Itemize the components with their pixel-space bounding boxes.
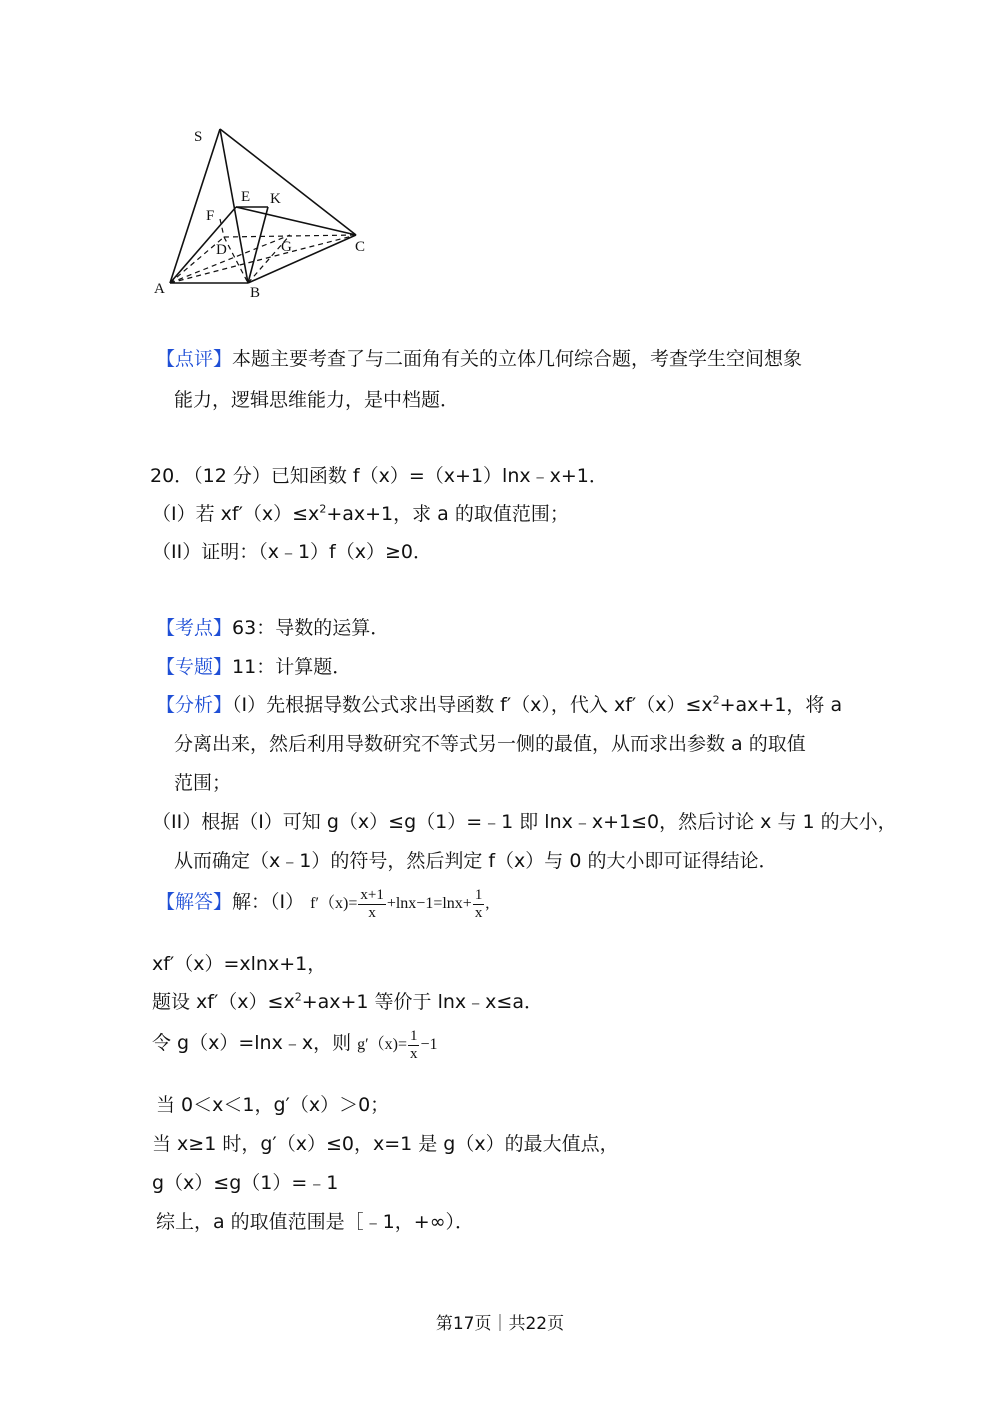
label-A: A bbox=[154, 281, 165, 297]
problem-part-2: （II）证明：（x﹣1）f（x）≥0． bbox=[152, 541, 432, 563]
part1-post: +ax+1，求 a 的取值范围； bbox=[326, 503, 569, 525]
formula1-pre: f′（x)= bbox=[310, 895, 358, 912]
fraction-1-num: x+1 bbox=[360, 887, 384, 904]
problem-title: 20．（12 分）已知函数 f（x）=（x+1）lnx﹣x+1． bbox=[150, 465, 608, 487]
fenxi-line-1 bbox=[156, 690, 842, 717]
label-D: D bbox=[216, 242, 227, 258]
label-E: E bbox=[241, 189, 251, 205]
jieda-line-8: 综上，a 的取值范围是［﹣1，+∞）． bbox=[156, 1211, 475, 1233]
label-S: S bbox=[194, 129, 203, 145]
kaodian-text: 63：导数的运算． bbox=[232, 617, 390, 639]
formula2-pre: g′（x)= bbox=[357, 1036, 407, 1053]
part1-sup: 2 bbox=[319, 502, 327, 516]
formula2-end: −1 bbox=[420, 1036, 438, 1053]
fenxi-line-2: 分离出来，然后利用导数研究不等式另一侧的最值，从而求出参数 a 的取值 bbox=[174, 733, 806, 755]
review-line-1 bbox=[156, 344, 802, 371]
jieda-line-4 bbox=[152, 1028, 438, 1062]
fenxi-line-4: （II）根据（I）可知 g（x）≤g（1）=﹣1 即 lnx﹣x+1≤0，然后讨论 x 与 1 的大小， bbox=[152, 811, 897, 833]
label-B: B bbox=[250, 285, 261, 301]
jieda-line-2: xf′（x）=xlnx+1， bbox=[152, 953, 327, 975]
page-footer: 第17页｜共22页 bbox=[435, 1314, 565, 1334]
jieda-line-3-sup: 2 bbox=[294, 990, 302, 1004]
edge-SB bbox=[220, 129, 251, 283]
jieda-line-1 bbox=[156, 887, 489, 921]
formula-g-prime bbox=[357, 1028, 438, 1062]
fenxi-sup: 2 bbox=[712, 693, 720, 707]
jieda-tag: 【解答】 bbox=[156, 891, 233, 913]
fraction-3 bbox=[408, 1028, 420, 1062]
label-C: C bbox=[355, 239, 366, 255]
fenxi-tag: 【分析】 bbox=[156, 694, 233, 716]
pyramid-figure bbox=[140, 115, 380, 305]
zhuanti-text: 11：计算题． bbox=[232, 656, 352, 678]
fraction-3-num: 1 bbox=[409, 1028, 418, 1045]
kaodian-line bbox=[156, 613, 389, 640]
formula-f-prime bbox=[310, 887, 490, 921]
review-text-1: 本题主要考查了与二面角有关的立体几何综合题，考查学生空间想象 bbox=[232, 348, 803, 370]
jieda-line-5: 当 0＜x＜1，g′（x）＞0； bbox=[156, 1094, 390, 1116]
label-F: F bbox=[206, 208, 215, 224]
zhuanti-tag: 【专题】 bbox=[156, 656, 233, 678]
fraction-2-num: 1 bbox=[474, 887, 483, 904]
edge-SA bbox=[170, 129, 220, 283]
jieda-line-7: g（x）≤g（1）=﹣1 bbox=[152, 1172, 339, 1194]
problem-part-1 bbox=[152, 499, 569, 526]
fraction-2-den: x bbox=[474, 904, 483, 921]
zhuanti-line bbox=[156, 652, 351, 679]
fenxi-line-5: 从而确定（x﹣1）的符号，然后判定 f（x）与 0 的大小即可证得结论． bbox=[174, 850, 778, 872]
jieda-intro: 解：（I） bbox=[232, 891, 305, 913]
fraction-1 bbox=[358, 887, 385, 921]
fenxi-text-1b: +ax+1，将 a bbox=[719, 694, 843, 716]
edge-AG bbox=[170, 235, 290, 283]
jieda-line-4-pre: 令 g（x）=lnx﹣x，则 bbox=[152, 1032, 352, 1054]
formula1-end: , bbox=[485, 895, 490, 912]
review-line-2: 能力，逻辑思维能力，是中档题． bbox=[174, 389, 460, 411]
formula1-mid: +lnx−1=lnx+ bbox=[386, 895, 472, 912]
jieda-line-3-pre: 题设 xf′（x）≤x bbox=[152, 991, 295, 1013]
jieda-line-6: 当 x≥1 时，g′（x）≤0，x=1 是 g（x）的最大值点， bbox=[152, 1133, 619, 1155]
fenxi-text-1: （I）先根据导数公式求出导函数 f′（x），代入 xf′（x）≤x bbox=[232, 694, 713, 716]
jieda-line-3-post: +ax+1 等价于 lnx﹣x≤a． bbox=[301, 991, 543, 1013]
part1-pre: （I）若 xf′（x）≤x bbox=[152, 503, 320, 525]
jieda-line-3 bbox=[152, 987, 543, 1014]
fraction-3-den: x bbox=[409, 1045, 418, 1062]
fraction-2 bbox=[473, 887, 485, 921]
label-G: G bbox=[281, 239, 292, 255]
fenxi-line-3: 范围； bbox=[174, 772, 232, 794]
review-tag: 【点评】 bbox=[156, 348, 233, 370]
label-K: K bbox=[270, 191, 281, 207]
edge-BC bbox=[248, 235, 356, 283]
kaodian-tag: 【考点】 bbox=[156, 617, 233, 639]
fraction-1-den: x bbox=[368, 904, 376, 921]
